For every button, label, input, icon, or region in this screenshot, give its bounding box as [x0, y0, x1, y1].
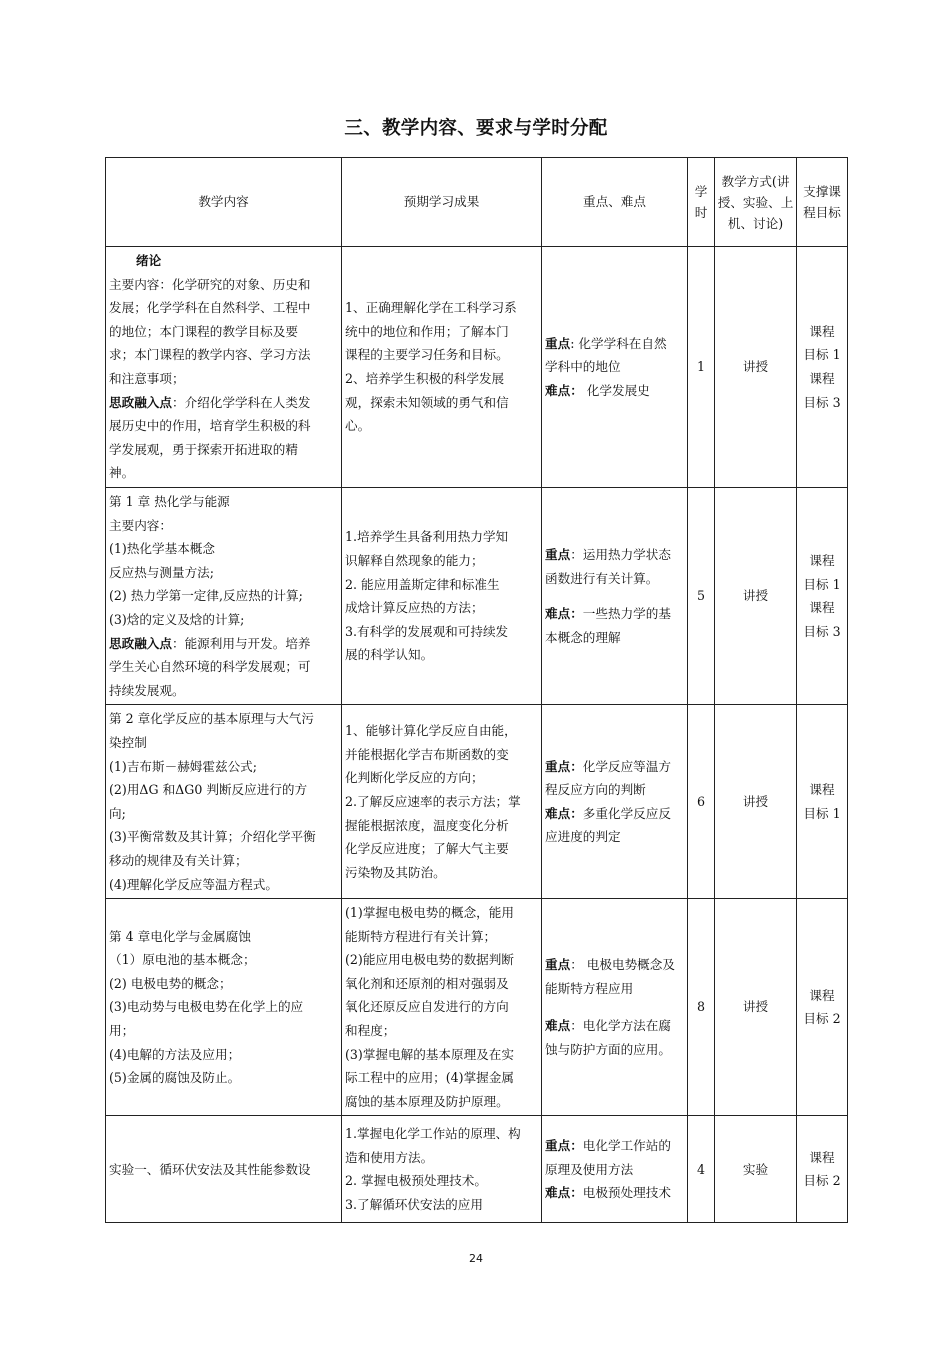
difficulty-label: 难点 [545, 1018, 571, 1034]
outcome-line: 和程度； [345, 1023, 396, 1039]
goal-line: 目标 3 [803, 394, 841, 410]
outcome-line: 并能根据化学吉布斯函数的变 [345, 746, 509, 762]
content-line: (4)理解化学反应等温方程式。 [109, 876, 278, 892]
key-point [545, 953, 684, 977]
key-label: 重点： [545, 758, 583, 774]
table-row [106, 1116, 848, 1223]
outcome-line: 氧化还原反应自发进行的方向 [345, 999, 509, 1015]
content-line: (2)用ΔG 和ΔG0 判断反应进行的方 [109, 782, 308, 798]
goal-line: 课程 [809, 1149, 835, 1165]
content-line: 第 2 章化学反应的基本原理与大气污 [109, 711, 314, 727]
outcome-line: (2)能应用电极电势的数据判断 [345, 952, 514, 968]
outcome-line: 能斯特方程进行有关计算； [345, 928, 497, 944]
outcomes-cell [342, 1116, 542, 1223]
key-text: : 化学学科在自然 [570, 335, 667, 351]
content-line: (2) 热力学第一定律,反应热的计算; [109, 588, 303, 604]
method-cell: 讲授 [715, 899, 797, 1116]
outcome-line: 2. 能应用盖斯定律和标准生 [345, 576, 500, 592]
content-line: 向; [109, 805, 126, 821]
key-point [545, 332, 684, 356]
keypoints-cell [542, 899, 688, 1116]
goal-line: 目标 2 [803, 1011, 841, 1027]
content-line: (3)电动势与电极电势在化学上的应 [109, 999, 304, 1015]
outcome-line: 统中的地位和作用；了解本门 [345, 323, 509, 339]
keypoints-cell [542, 488, 688, 705]
content-line: (2) 电极电势的概念； [109, 975, 232, 991]
content-line: (3)平衡常数及其计算；介绍化学平衡 [109, 829, 316, 845]
outcome-line: 1、正确理解化学在工科学习系 [345, 300, 517, 316]
content-line: (1)吉布斯－赫姆霍兹公式; [109, 758, 258, 774]
szrd-label: 思政融入点 [109, 394, 172, 410]
content-line: 染控制 [109, 734, 147, 750]
hours-cell: 1 [688, 247, 715, 488]
outcome-line: 2. 掌握电极预处理技术。 [345, 1173, 487, 1189]
table-row [106, 705, 848, 899]
outcome-line: (1)掌握电极电势的概念，能用 [345, 905, 514, 921]
content-line: (1)热化学基本概念 [109, 541, 215, 557]
outcomes-cell [342, 488, 542, 705]
szrd-line [109, 632, 338, 656]
difficulty-point [545, 379, 684, 403]
table-row [106, 488, 848, 705]
difficulty-text: ：电化学方法在腐 [570, 1018, 671, 1034]
outcome-line: 际工程中的应用；(4)掌握金属 [345, 1070, 514, 1086]
hours-cell: 8 [688, 899, 715, 1116]
content-line: (4)电解的方法及应用； [109, 1046, 241, 1062]
goal-line: 课程 [809, 782, 835, 798]
outcome-line: 化判断化学反应的方向； [345, 770, 484, 786]
key-text: ：运用热力学状态 [570, 546, 671, 562]
outcomes-cell [342, 247, 542, 488]
content-line: 主要内容：化学研究的对象、历史和 [109, 276, 311, 292]
syllabus-table [105, 157, 848, 1223]
difficulty-label: 难点： [545, 382, 583, 398]
content-line: 的地位；本门课程的教学目标及要 [109, 323, 298, 339]
szrd-label: 思政融入点 [109, 635, 172, 651]
goal-line: 目标 1 [803, 805, 841, 821]
goal-line: 课程 [809, 600, 835, 616]
difficulty-text-line: 本概念的理解 [545, 629, 621, 645]
outcome-line: 观，探索未知领域的勇气和信 [345, 394, 509, 410]
outcome-line: 腐蚀的基本原理及防护原理。 [345, 1093, 509, 1109]
szrd-text: ：能源利用与开发。培养 [171, 635, 311, 651]
key-text-line: 函数进行有关计算。 [545, 570, 659, 586]
content-line: 和注意事项； [109, 371, 185, 386]
keypoints-cell [542, 247, 688, 488]
content-cell [106, 1116, 342, 1223]
difficulty-label: 难点： [545, 805, 583, 821]
key-label: 重点： [545, 1138, 583, 1154]
outcome-line: (3)掌握电解的基本原理及在实 [345, 1046, 514, 1062]
key-point [545, 755, 684, 779]
goal-line: 目标 1 [803, 347, 841, 363]
outcomes-cell [342, 705, 542, 899]
header-method-line: 机、讨论) [727, 215, 784, 231]
keypoints-cell [542, 705, 688, 899]
szrd-line [109, 391, 338, 415]
difficulty-text: 一些热力学的基 [582, 606, 671, 622]
goal-line: 目标 1 [803, 576, 841, 592]
difficulty-text: 多重化学反应反 [582, 805, 671, 821]
goals-cell [797, 247, 848, 488]
difficulty-label: 难点： [545, 606, 583, 622]
content-line: 移动的规律及有关计算； [109, 852, 248, 868]
goal-line: 课程 [809, 371, 835, 386]
goal-line: 目标 3 [803, 623, 841, 639]
outcome-line: 识解释自然现象的能力； [345, 552, 484, 568]
header-method-line: 教学方式(讲 [721, 173, 790, 189]
difficulty-point [545, 1014, 684, 1038]
key-text: ： 电极电势概念及 [570, 957, 675, 973]
difficulty-text: 化学发展史 [582, 382, 650, 398]
content-line: 主要内容： [109, 517, 172, 533]
key-text-line: 程反应方向的判断 [545, 782, 646, 798]
goal-line: 课程 [809, 987, 835, 1003]
hours-cell: 5 [688, 488, 715, 705]
header-method [715, 158, 797, 247]
header-method-line: 授、实验、上 [717, 194, 794, 210]
header-goals-line: 程目标 [803, 205, 841, 220]
content-cell [106, 247, 342, 488]
content-line: 发展；化学学科在自然科学、工程中 [109, 300, 311, 316]
outcome-line: 2、培养学生积极的科学发展 [345, 371, 505, 386]
difficulty-point [545, 1181, 684, 1205]
method-cell: 讲授 [715, 705, 797, 899]
goal-line: 课程 [809, 552, 835, 568]
goal-line: 课程 [809, 323, 835, 339]
difficulty-label: 难点： [545, 1185, 583, 1201]
outcome-line: 成焓计算反应热的方法； [345, 600, 484, 616]
szrd-line: 学生关心自然环境的科学发展观；可 [109, 659, 311, 675]
key-label: 重点 [545, 335, 571, 351]
szrd-line: 持续发展观。 [109, 682, 185, 698]
header-outcomes: 预期学习成果 [342, 158, 542, 247]
method-cell: 讲授 [715, 488, 797, 705]
content-line: 实验一、循环伏安法及其性能参数设 [109, 1161, 311, 1177]
content-line: 反应热与测量方法; [109, 564, 214, 580]
szrd-line: 展历史中的作用，培育学生积极的科 [109, 418, 311, 434]
header-content: 教学内容 [106, 158, 342, 247]
outcome-line: 3.了解循环伏安法的应用 [345, 1197, 483, 1213]
key-point [545, 543, 684, 567]
outcomes-cell [342, 899, 542, 1116]
header-hours-line: 学 [694, 184, 708, 199]
outcome-line: 握能根据浓度，温度变化分析 [345, 817, 509, 833]
hours-cell: 4 [688, 1116, 715, 1223]
key-text-line: 学科中的地位 [545, 359, 621, 375]
goals-cell [797, 899, 848, 1116]
table-row [106, 247, 848, 488]
outcome-line: 课程的主要学习任务和目标。 [345, 347, 509, 363]
outcome-line: 3.有科学的发展观和可持续发 [345, 623, 509, 639]
header-hours-line: 时 [694, 205, 708, 220]
page-title: 三、教学内容、要求与学时分配 [344, 118, 608, 139]
method-cell: 实验 [715, 1116, 797, 1223]
outcome-line: 1.掌握电化学工作站的原理、构 [345, 1126, 521, 1142]
key-text: 化学反应等温方 [582, 758, 671, 774]
header-goals-line: 支撑课 [803, 184, 841, 199]
content-line: (5)金属的腐蚀及防止。 [109, 1070, 241, 1086]
difficulty-text-line: 应进度的判定 [545, 829, 621, 845]
key-point [545, 1134, 684, 1158]
page-number: 24 [469, 1252, 483, 1265]
content-line: （1）原电池的基本概念； [109, 952, 256, 968]
outcome-line: 2.了解反应速率的表示方法；掌 [345, 793, 521, 809]
header-goals [797, 158, 848, 247]
table-header-row [106, 158, 848, 247]
key-label: 重点 [545, 546, 571, 562]
difficulty-text-line: 蚀与防护方面的应用。 [545, 1041, 671, 1057]
key-text: 电化学工作站的 [582, 1138, 671, 1154]
difficulty-point [545, 602, 684, 626]
outcome-line: 心。 [345, 418, 371, 434]
outcome-line: 造和使用方法。 [345, 1149, 434, 1165]
key-text-line: 原理及使用方法 [545, 1161, 634, 1177]
outcome-line: 化学反应进度；了解大气主要 [345, 841, 509, 857]
szrd-text: ：介绍化学学科在人类发 [171, 394, 311, 410]
goals-cell [797, 705, 848, 899]
content-line: 求；本门课程的教学内容、学习方法 [109, 347, 311, 363]
key-label: 重点 [545, 957, 571, 973]
keypoints-cell [542, 1116, 688, 1223]
outcome-line: 氧化剂和还原剂的相对强弱及 [345, 975, 509, 991]
szrd-line: 神。 [109, 465, 135, 481]
outcome-line: 污染物及其防治。 [345, 864, 446, 880]
key-text-line: 能斯特方程应用 [545, 980, 634, 996]
header-hours [688, 158, 715, 247]
outcome-line: 1.培养学生具备利用热力学知 [345, 529, 509, 545]
outcome-line: 展的科学认知。 [345, 647, 434, 663]
hours-cell: 6 [688, 705, 715, 899]
content-cell [106, 899, 342, 1116]
outcome-line: 1、能够计算化学反应自由能， [345, 723, 517, 739]
header-keypoints: 重点、难点 [542, 158, 688, 247]
difficulty-text: 电极预处理技术 [582, 1185, 671, 1201]
content-heading: 绪论 [136, 253, 162, 269]
goal-line: 目标 2 [803, 1173, 841, 1189]
content-line: 第 1 章 热化学与能源 [109, 494, 230, 509]
szrd-line: 学发展观，勇于探索开拓进取的精 [109, 441, 298, 457]
content-cell [106, 488, 342, 705]
method-cell: 讲授 [715, 247, 797, 488]
content-line: 用； [109, 1023, 135, 1039]
difficulty-point [545, 802, 684, 826]
content-line: 第 4 章电化学与金属腐蚀 [109, 928, 251, 944]
content-line: (3)焓的定义及焓的计算; [109, 611, 245, 627]
content-cell [106, 705, 342, 899]
table-row [106, 899, 848, 1116]
goals-cell [797, 1116, 848, 1223]
goals-cell [797, 488, 848, 705]
